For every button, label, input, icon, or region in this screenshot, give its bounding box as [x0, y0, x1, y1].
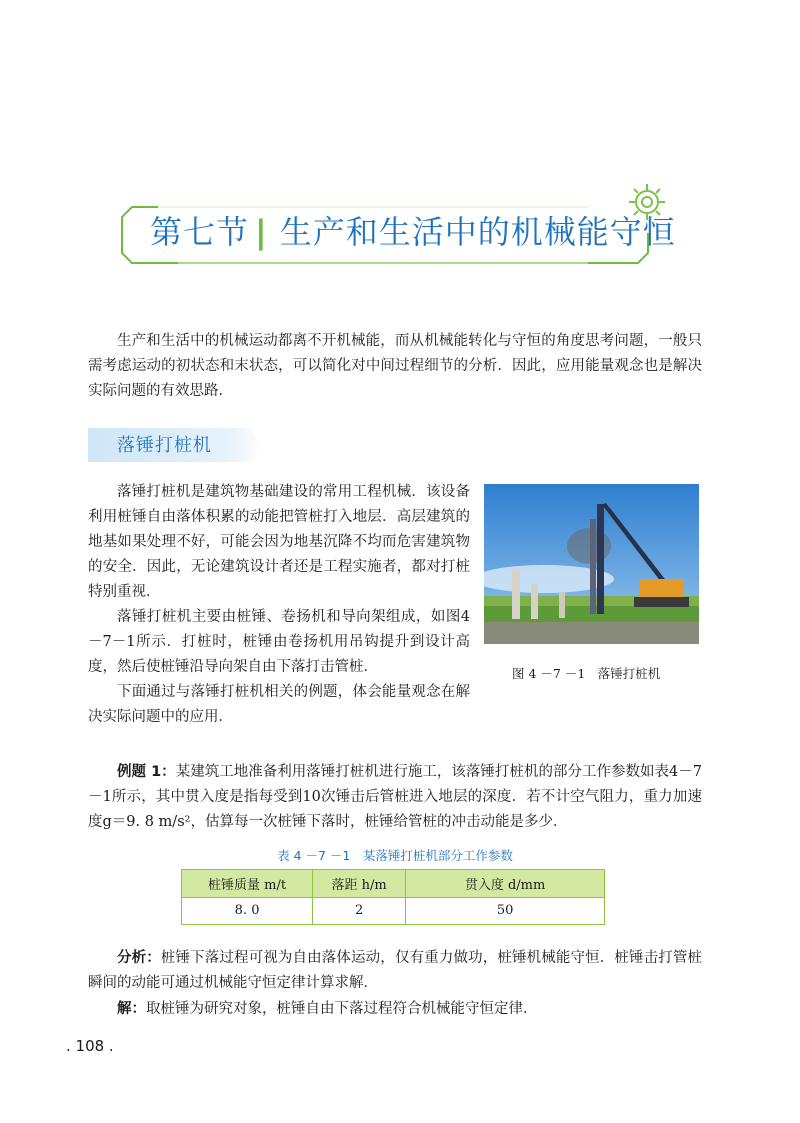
body-paragraph: 落锤打桩机主要由桩锤、卷扬机和导向架组成，如图4－7－1所示．打桩时，桩锤由卷扬机用吊钩提升到设计高度，然后使桩锤沿导向架自由下落打击管桩．: [88, 609, 470, 675]
body-paragraph: 下面通过与落锤打桩机相关的例题，体会能量观念在解决实际问题中的应用．: [88, 684, 470, 725]
table-row: [182, 897, 605, 925]
table-header-row: [182, 870, 605, 898]
analysis-block: [88, 946, 702, 996]
body-paragraph: 落锤打桩机是建筑物基础建设的常用工程机械．该设备利用桩锤自由落体积累的动能把管桩打入地层．高层建筑的地基如果处理不好，可能会因为地基沉降不均而危害建筑物的安全．因此，无论建筑设计者还是工程实施者，都对打桩特别重视．: [88, 484, 470, 600]
pile-driver-photo: [484, 484, 699, 644]
page-number: . 108 .: [66, 1037, 114, 1055]
table-header-cell: 桩锤质量 m/t: [182, 870, 313, 898]
example-label: 例题 1：: [117, 764, 176, 780]
body-text: [88, 480, 470, 730]
table-header-cell: 落距 h/m: [313, 870, 406, 898]
section-title: [150, 207, 676, 253]
parameter-table: [181, 869, 605, 925]
analysis-label: 分析：: [117, 950, 161, 966]
title-divider: |: [255, 213, 268, 251]
intro-paragraph: [88, 329, 702, 404]
table-cell: 8. 0: [182, 897, 313, 925]
example-paragraph: [88, 760, 702, 835]
example-formula: g＝9. 8 m/s²: [102, 814, 191, 830]
solution-block: [88, 997, 702, 1022]
solution-label: 解：: [117, 1001, 146, 1017]
solution-text: 取桩锤为研究对象，桩锤自由下落过程符合机械能守恒定律．: [146, 1001, 538, 1017]
example-text-end: ，估算每一次桩锤下落时，桩锤给管桩的冲击动能是多少．: [190, 814, 568, 830]
section-number: 第七节: [150, 213, 250, 251]
analysis-text: 桩锤下落过程可视为自由落体运动，仅有重力做功，桩锤机械能守恒．桩锤击打管桩瞬间的动能可通过机械能守恒定律计算求解．: [88, 950, 703, 991]
table-cell: 2: [313, 897, 406, 925]
table-header-cell: 贯入度 d/mm: [406, 870, 605, 898]
example-text: 某建筑工地准备利用落锤打桩机进行施工，该落锤打桩机的部分工作参数如表4－7－1所示，其中贯入度是指每受到10次锤击后管桩进入地层的深度．若不计空气阻力，重力加速度: [88, 764, 703, 830]
table-caption: 表 4 －7 －1 某落锤打桩机部分工作参数: [277, 848, 513, 863]
solution-paragraph: [88, 997, 702, 1022]
figure-caption: 图 4 －7 －1 落锤打桩机: [512, 666, 661, 681]
intro-text: 生产和生活中的机械运动都离不开机械能，而从机械能转化与守恒的角度思考问题，一般只需考虑运动的初状态和末状态，可以简化对中间过程细节的分析．因此，应用能量观念也是解决实际问题的有效思路．: [88, 333, 702, 399]
subsection-title: 落锤打桩机: [117, 435, 212, 456]
analysis-paragraph: [88, 946, 702, 996]
table-cell: 50: [406, 897, 605, 925]
example-block: [88, 760, 702, 835]
section-title-text: 生产和生活中的机械能守恒: [279, 213, 676, 251]
